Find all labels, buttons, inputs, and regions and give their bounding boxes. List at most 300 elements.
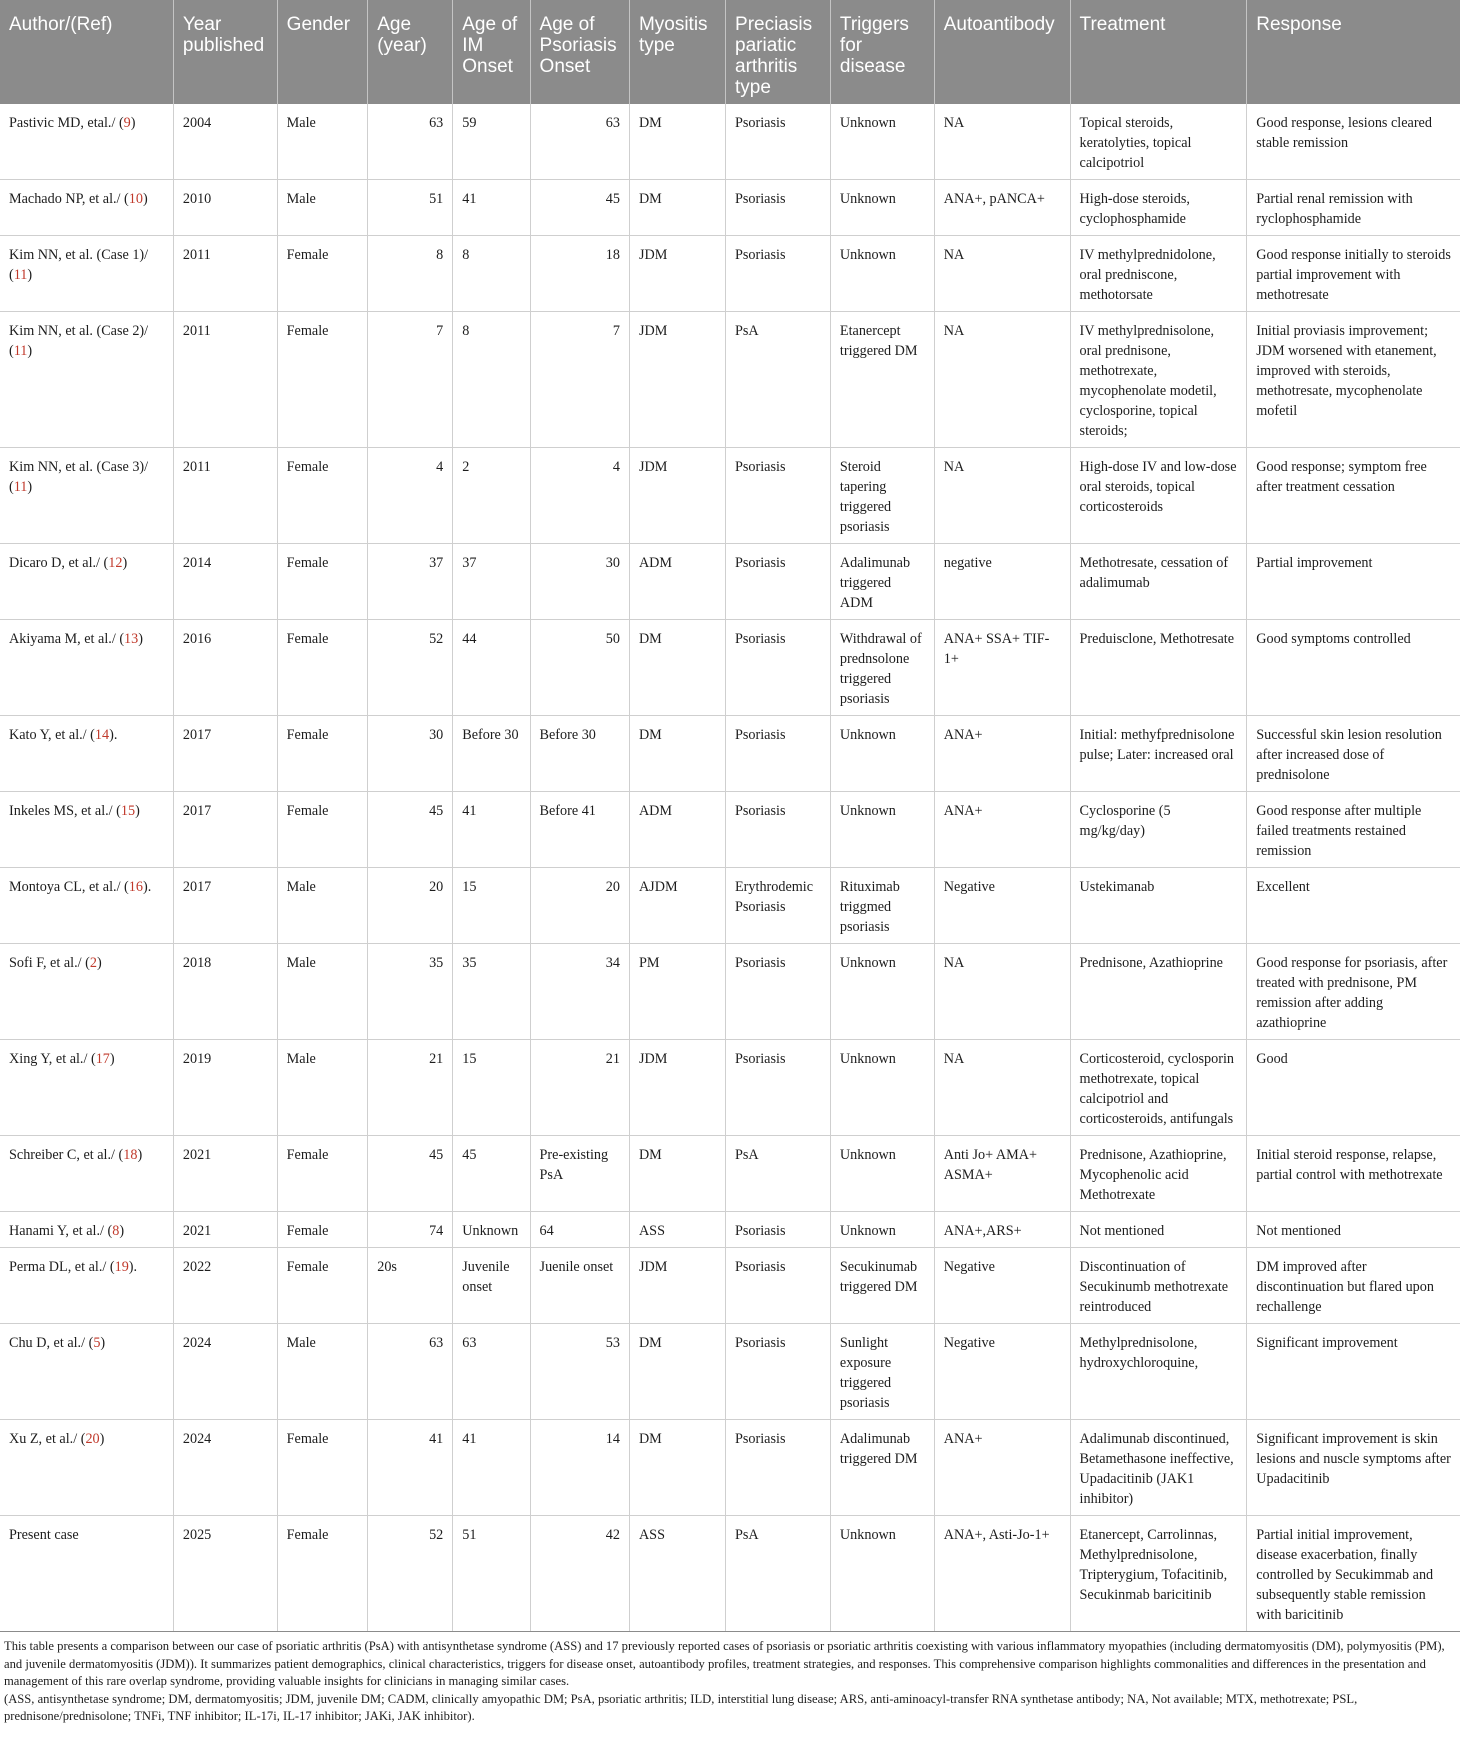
reference-link[interactable]: 18 xyxy=(123,1147,138,1163)
col-header-arthritis-type: Preciasis pariatic arthritis type xyxy=(726,0,831,104)
cell-treatment: High-dose IV and low-dose oral steroids, topical corticosteroids xyxy=(1070,448,1247,544)
cell-arthritis-type: Psoriasis xyxy=(726,1324,831,1420)
cell-age: 45 xyxy=(368,792,453,868)
cell-treatment: Methylprednisolone, hydroxychloroquine, xyxy=(1070,1324,1247,1420)
cell-im-onset: 59 xyxy=(453,104,530,180)
reference-link[interactable]: 13 xyxy=(124,631,139,647)
cell-year: 2017 xyxy=(173,716,277,792)
cell-year: 2022 xyxy=(173,1248,277,1324)
table-footnote xyxy=(0,1632,1460,1726)
cell-psoriasis-onset: 18 xyxy=(530,236,629,312)
cell-author xyxy=(0,1516,173,1632)
author-text: Hanami Y, et al./ ( xyxy=(9,1223,113,1239)
reference-link[interactable]: 11 xyxy=(13,479,28,495)
cell-author xyxy=(0,1248,173,1324)
reference-link[interactable]: 11 xyxy=(13,343,28,359)
cell-response: Excellent xyxy=(1247,868,1460,944)
cell-age: 45 xyxy=(368,1136,453,1212)
cell-treatment: Topical steroids, keratolyties, topical calcipotriol xyxy=(1070,104,1247,180)
cell-year: 2011 xyxy=(173,236,277,312)
table-row xyxy=(0,944,1460,1040)
cell-triggers: Unknown xyxy=(830,236,934,312)
table-row xyxy=(0,792,1460,868)
author-text-end: ) xyxy=(99,1431,105,1447)
cell-age: 4 xyxy=(368,448,453,544)
cell-myositis-type: DM xyxy=(629,104,725,180)
cell-year: 2019 xyxy=(173,1040,277,1136)
cell-autoantibody: ANA+,ARS+ xyxy=(934,1212,1070,1248)
cell-year: 2016 xyxy=(173,620,277,716)
cell-treatment: Etanercept, Carrolinnas, Methylprednisolone, Tripterygium, Tofacitinib, Secukinmab baricitinib xyxy=(1070,1516,1247,1632)
author-text: Chu D, et al./ ( xyxy=(9,1335,94,1351)
cell-treatment: IV methylprednisolone, oral prednisone, methotrexate, mycophenolate modetil, cyclosporine, topical steroids; xyxy=(1070,312,1247,448)
cell-triggers: Steroid tapering triggered psoriasis xyxy=(830,448,934,544)
cell-triggers: Unknown xyxy=(830,1516,934,1632)
cell-response: Good xyxy=(1247,1040,1460,1136)
cell-arthritis-type: Psoriasis xyxy=(726,1040,831,1136)
cell-arthritis-type: Psoriasis xyxy=(726,1212,831,1248)
cell-treatment: Corticosteroid, cyclosporin methotrexate, topical calcipotriol and corticosteroids, antifungals xyxy=(1070,1040,1247,1136)
table-row xyxy=(0,1248,1460,1324)
cell-author xyxy=(0,312,173,448)
cell-treatment: Ustekimanab xyxy=(1070,868,1247,944)
cell-im-onset: 41 xyxy=(453,1420,530,1516)
cell-age: 52 xyxy=(368,620,453,716)
cell-arthritis-type: Erythrodemic Psoriasis xyxy=(726,868,831,944)
cell-myositis-type: JDM xyxy=(629,448,725,544)
cell-response: Good response for psoriasis, after treated with prednisone, PM remission after adding azathioprine xyxy=(1247,944,1460,1040)
cell-autoantibody: NA xyxy=(934,448,1070,544)
reference-link[interactable]: 17 xyxy=(95,1051,110,1067)
table-row xyxy=(0,544,1460,620)
cell-im-onset: 15 xyxy=(453,1040,530,1136)
cell-age: 7 xyxy=(368,312,453,448)
cell-author xyxy=(0,716,173,792)
col-header-psoriasis-onset: Age of Psoriasis Onset xyxy=(530,0,629,104)
cell-gender: Female xyxy=(277,312,368,448)
cell-triggers: Unknown xyxy=(830,1212,934,1248)
cell-arthritis-type: Psoriasis xyxy=(726,944,831,1040)
cell-psoriasis-onset: 50 xyxy=(530,620,629,716)
cell-autoantibody: Anti Jo+ AMA+ ASMA+ xyxy=(934,1136,1070,1212)
cell-im-onset: 8 xyxy=(453,312,530,448)
cell-myositis-type: ADM xyxy=(629,792,725,868)
reference-link[interactable]: 19 xyxy=(114,1259,129,1275)
author-text: Kim NN, et al. (Case 2)/ ( xyxy=(9,323,149,359)
cell-im-onset: 2 xyxy=(453,448,530,544)
cell-myositis-type: DM xyxy=(629,1136,725,1212)
author-text-end: ) xyxy=(96,955,102,971)
table-row xyxy=(0,1136,1460,1212)
cell-age: 30 xyxy=(368,716,453,792)
cell-im-onset: 35 xyxy=(453,944,530,1040)
cell-triggers: Unknown xyxy=(830,792,934,868)
col-header-response: Response xyxy=(1247,0,1460,104)
cell-response: Partial improvement xyxy=(1247,544,1460,620)
cell-gender: Male xyxy=(277,944,368,1040)
cell-autoantibody: ANA+, pANCA+ xyxy=(934,180,1070,236)
cell-psoriasis-onset: 64 xyxy=(530,1212,629,1248)
cell-arthritis-type: Psoriasis xyxy=(726,236,831,312)
cell-year: 2011 xyxy=(173,312,277,448)
reference-link[interactable]: 14 xyxy=(94,727,110,743)
cell-myositis-type: PM xyxy=(629,944,725,1040)
author-text-end: ) xyxy=(27,267,33,283)
cell-autoantibody: ANA+ SSA+ TIF-1+ xyxy=(934,620,1070,716)
cell-age: 35 xyxy=(368,944,453,1040)
cell-author xyxy=(0,1212,173,1248)
cell-triggers: Unknown xyxy=(830,1136,934,1212)
cell-gender: Female xyxy=(277,1212,368,1248)
cell-im-onset: 51 xyxy=(453,1516,530,1632)
cell-response: Partial initial improvement, disease exacerbation, finally controlled by Secukimmab and subsequently stable remission with baricitinib xyxy=(1247,1516,1460,1632)
cell-response: DM improved after discontinuation but flared upon rechallenge xyxy=(1247,1248,1460,1324)
cell-im-onset: 37 xyxy=(453,544,530,620)
cell-gender: Male xyxy=(277,104,368,180)
cell-triggers: Withdrawal of prednsolone triggered psoriasis xyxy=(830,620,934,716)
reference-link[interactable]: 20 xyxy=(85,1431,100,1447)
reference-link[interactable]: 5 xyxy=(93,1335,101,1351)
footnote-abbreviations: (ASS, antisynthetase syndrome; DM, dermatomyositis; JDM, juvenile DM; CADM, clinically amyopathic DM; PsA, psoriatic arthritis; ILD, interstitial lung disease; ARS, anti-aminoacyl-transfer RNA synthetase antibody; NA, Not available; MTX, methotrexate; PSL, prednisone/prednisolone; TNFi, TNF inhibitor; IL-17i, IL-17 inhibitor; JAKi, JAK inhibitor). xyxy=(4,1691,1358,1723)
cell-age: 20s xyxy=(368,1248,453,1324)
cell-treatment: Adalimunab discontinued, Betamethasone ineffective, Upadacitinib (JAK1 inhibitor) xyxy=(1070,1420,1247,1516)
author-text-end: ) xyxy=(27,343,33,359)
cell-response: Partial renal remission with ryclophosphamide xyxy=(1247,180,1460,236)
cell-autoantibody: ANA+ xyxy=(934,716,1070,792)
cell-autoantibody: negative xyxy=(934,544,1070,620)
cell-year: 2024 xyxy=(173,1420,277,1516)
cell-treatment: IV methylprednidolone, oral predniscone, methotorsate xyxy=(1070,236,1247,312)
cell-psoriasis-onset: 7 xyxy=(530,312,629,448)
col-header-age: Age (year) xyxy=(368,0,453,104)
cell-autoantibody: NA xyxy=(934,312,1070,448)
cell-gender: Male xyxy=(277,180,368,236)
cell-treatment: Cyclosporine (5 mg/kg/day) xyxy=(1070,792,1247,868)
cell-triggers: Unknown xyxy=(830,944,934,1040)
reference-link[interactable]: 2 xyxy=(89,955,97,971)
author-text: Montoya CL, et al./ ( xyxy=(9,879,129,895)
cell-im-onset: 41 xyxy=(453,180,530,236)
cell-author xyxy=(0,236,173,312)
cell-year: 2024 xyxy=(173,1324,277,1420)
cell-myositis-type: JDM xyxy=(629,1248,725,1324)
cell-arthritis-type: Psoriasis xyxy=(726,544,831,620)
reference-link[interactable]: 9 xyxy=(123,115,131,131)
cell-im-onset: Unknown xyxy=(453,1212,530,1248)
cell-psoriasis-onset: Before 30 xyxy=(530,716,629,792)
cell-arthritis-type: Psoriasis xyxy=(726,180,831,236)
author-text: Kim NN, et al. (Case 3)/ ( xyxy=(9,459,149,495)
cell-triggers: Unknown xyxy=(830,716,934,792)
cell-response: Initial steroid response, relapse, partial control with methotrexate xyxy=(1247,1136,1460,1212)
cell-gender: Male xyxy=(277,1324,368,1420)
cell-psoriasis-onset: 42 xyxy=(530,1516,629,1632)
cell-gender: Female xyxy=(277,620,368,716)
cell-psoriasis-onset: 4 xyxy=(530,448,629,544)
table-row xyxy=(0,180,1460,236)
cell-myositis-type: ADM xyxy=(629,544,725,620)
cell-age: 63 xyxy=(368,104,453,180)
cell-year: 2018 xyxy=(173,944,277,1040)
cell-autoantibody: Negative xyxy=(934,1324,1070,1420)
cell-author xyxy=(0,544,173,620)
cell-myositis-type: DM xyxy=(629,1420,725,1516)
table-row xyxy=(0,716,1460,792)
header-row xyxy=(0,0,1460,104)
cell-age: 52 xyxy=(368,1516,453,1632)
cell-autoantibody: Negative xyxy=(934,1248,1070,1324)
cell-im-onset: Before 30 xyxy=(453,716,530,792)
cell-psoriasis-onset: 14 xyxy=(530,1420,629,1516)
cell-psoriasis-onset: 45 xyxy=(530,180,629,236)
cell-arthritis-type: Psoriasis xyxy=(726,792,831,868)
col-header-year: Year published xyxy=(173,0,277,104)
cell-autoantibody: ANA+ xyxy=(934,792,1070,868)
cell-gender: Female xyxy=(277,236,368,312)
cell-year: 2014 xyxy=(173,544,277,620)
cell-gender: Female xyxy=(277,1136,368,1212)
table-row xyxy=(0,1212,1460,1248)
cell-im-onset: 41 xyxy=(453,792,530,868)
table-row xyxy=(0,1516,1460,1632)
reference-link[interactable]: 15 xyxy=(120,803,136,819)
cell-triggers: Unknown xyxy=(830,104,934,180)
cell-autoantibody: NA xyxy=(934,944,1070,1040)
author-text: Present case xyxy=(9,1527,79,1543)
author-text-end: ) xyxy=(135,803,140,819)
author-text-end: ) xyxy=(119,1223,125,1239)
col-header-autoantibody: Autoantibody xyxy=(934,0,1070,104)
table-row xyxy=(0,448,1460,544)
col-header-gender: Gender xyxy=(277,0,368,104)
table-row xyxy=(0,620,1460,716)
cell-autoantibody: NA xyxy=(934,104,1070,180)
cell-gender: Female xyxy=(277,1420,368,1516)
author-text-end: ). xyxy=(142,879,152,895)
cell-year: 2017 xyxy=(173,868,277,944)
cell-psoriasis-onset: 21 xyxy=(530,1040,629,1136)
author-text: Machado NP, et al./ ( xyxy=(9,191,129,207)
cell-myositis-type: DM xyxy=(629,716,725,792)
cell-psoriasis-onset: Pre-existing PsA xyxy=(530,1136,629,1212)
cell-gender: Male xyxy=(277,868,368,944)
cell-triggers: Adalimunab triggered DM xyxy=(830,1420,934,1516)
cell-gender: Female xyxy=(277,792,368,868)
cell-gender: Female xyxy=(277,1516,368,1632)
cell-treatment: High-dose steroids, cyclophosphamide xyxy=(1070,180,1247,236)
reference-link[interactable]: 11 xyxy=(13,267,28,283)
cell-author xyxy=(0,180,173,236)
cell-psoriasis-onset: Before 41 xyxy=(530,792,629,868)
cell-response: Significant improvement is skin lesions and nuscle symptoms after Upadacitinib xyxy=(1247,1420,1460,1516)
cell-myositis-type: DM xyxy=(629,1324,725,1420)
cell-psoriasis-onset: 53 xyxy=(530,1324,629,1420)
cell-age: 41 xyxy=(368,1420,453,1516)
cell-year: 2025 xyxy=(173,1516,277,1632)
cell-psoriasis-onset: Juenile onset xyxy=(530,1248,629,1324)
cell-treatment: Prednisone, Azathioprine, Mycophenolic acid Methotrexate xyxy=(1070,1136,1247,1212)
table-row xyxy=(0,1040,1460,1136)
cell-author xyxy=(0,104,173,180)
cell-arthritis-type: Psoriasis xyxy=(726,716,831,792)
author-text: Xing Y, et al./ ( xyxy=(9,1051,96,1067)
cell-author xyxy=(0,1324,173,1420)
col-header-treatment: Treatment xyxy=(1070,0,1247,104)
cell-year: 2021 xyxy=(173,1136,277,1212)
cell-year: 2021 xyxy=(173,1212,277,1248)
cell-gender: Female xyxy=(277,716,368,792)
col-header-author: Author/(Ref) xyxy=(0,0,173,104)
cell-psoriasis-onset: 34 xyxy=(530,944,629,1040)
cell-response: Initial proviasis improvement; JDM worsened with etanement, improved with steroids, methotresate, mycophenolate mofetil xyxy=(1247,312,1460,448)
cell-year: 2010 xyxy=(173,180,277,236)
reference-link[interactable]: 16 xyxy=(128,879,143,895)
table-row xyxy=(0,1420,1460,1516)
author-text-end: ) xyxy=(109,1051,115,1067)
cell-triggers: Rituximab triggmed psoriasis xyxy=(830,868,934,944)
table-row xyxy=(0,236,1460,312)
cell-year: 2017 xyxy=(173,792,277,868)
cell-age: 37 xyxy=(368,544,453,620)
author-text-end: ). xyxy=(128,1259,138,1275)
cell-myositis-type: DM xyxy=(629,180,725,236)
cell-year: 2011 xyxy=(173,448,277,544)
cell-autoantibody: ANA+, Asti-Jo-1+ xyxy=(934,1516,1070,1632)
col-header-triggers: Triggers for disease xyxy=(830,0,934,104)
table-body xyxy=(0,104,1460,1632)
cell-response: Successful skin lesion resolution after increased dose of prednisolone xyxy=(1247,716,1460,792)
cell-autoantibody: ANA+ xyxy=(934,1420,1070,1516)
cell-im-onset: 15 xyxy=(453,868,530,944)
author-text: Pastivic MD, etal./ ( xyxy=(9,115,124,131)
cell-arthritis-type: Psoriasis xyxy=(726,1420,831,1516)
cell-author xyxy=(0,620,173,716)
author-text-end: ) xyxy=(130,115,136,131)
cell-treatment: Not mentioned xyxy=(1070,1212,1247,1248)
author-text: Sofi F, et al./ ( xyxy=(9,955,90,971)
cell-treatment: Initial: methyfprednisolone pulse; Later: increased oral xyxy=(1070,716,1247,792)
cell-treatment: Methotresate, cessation of adalimumab xyxy=(1070,544,1247,620)
cell-response: Significant improvement xyxy=(1247,1324,1460,1420)
footnote-summary: This table presents a comparison between our case of psoriatic arthritis (PsA) with antisynthetase syndrome (ASS) and 17 previously reported cases of psoriasis or psoriatic arthritis coexisting with various inflammatory myopathies (including dermatomyositis (DM), polymyositis (PM), and juvenile dermatomyositis (JDM)). It summarizes patient demographics, clinical characteristics, triggers for disease onset, autoantibody profiles, treatment strategies, and responses. This comprehensive comparison highlights commonalities and differences in the presentation and management of this rare overlap syndrome, providing valuable insights for clinicians in managing similar cases. xyxy=(4,1639,1445,1688)
cell-gender: Male xyxy=(277,1040,368,1136)
author-text: Akiyama M, et al./ ( xyxy=(9,631,125,647)
cell-arthritis-type: Psoriasis xyxy=(726,1248,831,1324)
cell-arthritis-type: Psoriasis xyxy=(726,448,831,544)
cell-autoantibody: NA xyxy=(934,1040,1070,1136)
cell-autoantibody: NA xyxy=(934,236,1070,312)
cell-gender: Female xyxy=(277,544,368,620)
cell-age: 74 xyxy=(368,1212,453,1248)
author-text: Dicaro D, et al./ ( xyxy=(9,555,109,571)
cell-treatment: Preduisclone, Methotresate xyxy=(1070,620,1247,716)
cell-myositis-type: AJDM xyxy=(629,868,725,944)
cell-response: Good response, lesions cleared stable remission xyxy=(1247,104,1460,180)
col-header-im-onset: Age of IM Onset xyxy=(453,0,530,104)
cell-gender: Female xyxy=(277,1248,368,1324)
cell-im-onset: 45 xyxy=(453,1136,530,1212)
table-row xyxy=(0,312,1460,448)
cell-im-onset: 63 xyxy=(453,1324,530,1420)
cell-triggers: Adalimunab triggered ADM xyxy=(830,544,934,620)
cell-age: 51 xyxy=(368,180,453,236)
cell-age: 21 xyxy=(368,1040,453,1136)
cell-arthritis-type: Psoriasis xyxy=(726,620,831,716)
cell-response: Good symptoms controlled xyxy=(1247,620,1460,716)
reference-link[interactable]: 8 xyxy=(112,1223,120,1239)
cell-triggers: Etanercept triggered DM xyxy=(830,312,934,448)
cell-year: 2004 xyxy=(173,104,277,180)
author-text-end: ) xyxy=(142,191,148,207)
author-text-end: ) xyxy=(122,555,128,571)
cell-age: 63 xyxy=(368,1324,453,1420)
cell-arthritis-type: PsA xyxy=(726,312,831,448)
author-text: Perma DL, et al./ ( xyxy=(9,1259,115,1275)
cell-author xyxy=(0,1136,173,1212)
author-text-end: ) xyxy=(137,1147,143,1163)
cell-response: Good response; symptom free after treatment cessation xyxy=(1247,448,1460,544)
author-text-end: ) xyxy=(27,479,33,495)
cell-arthritis-type: PsA xyxy=(726,1516,831,1632)
cell-myositis-type: JDM xyxy=(629,312,725,448)
cell-autoantibody: Negative xyxy=(934,868,1070,944)
author-text-end: ) xyxy=(138,631,143,647)
cell-im-onset: 8 xyxy=(453,236,530,312)
author-text: Kim NN, et al. (Case 1)/ ( xyxy=(9,247,149,283)
cell-response: Good response after multiple failed treatments restained remission xyxy=(1247,792,1460,868)
author-text: Kato Y, et al./ ( xyxy=(9,727,95,743)
cell-author xyxy=(0,448,173,544)
cell-myositis-type: ASS xyxy=(629,1516,725,1632)
author-text-end: ) xyxy=(100,1335,106,1351)
cell-triggers: Unknown xyxy=(830,1040,934,1136)
cell-myositis-type: DM xyxy=(629,620,725,716)
cell-myositis-type: JDM xyxy=(629,1040,725,1136)
reference-link[interactable]: 12 xyxy=(108,555,123,571)
cell-author xyxy=(0,792,173,868)
author-text-end: ). xyxy=(109,727,118,743)
cell-im-onset: 44 xyxy=(453,620,530,716)
cell-myositis-type: ASS xyxy=(629,1212,725,1248)
cell-response: Good response initially to steroids partial improvement with methotresate xyxy=(1247,236,1460,312)
col-header-myositis-type: Myositis type xyxy=(629,0,725,104)
cell-psoriasis-onset: 20 xyxy=(530,868,629,944)
cell-treatment: Prednisone, Azathioprine xyxy=(1070,944,1247,1040)
cell-age: 8 xyxy=(368,236,453,312)
cell-age: 20 xyxy=(368,868,453,944)
author-text: Inkeles MS, et al./ ( xyxy=(9,803,121,819)
cell-psoriasis-onset: 30 xyxy=(530,544,629,620)
table-row xyxy=(0,1324,1460,1420)
cell-psoriasis-onset: 63 xyxy=(530,104,629,180)
author-text: Schreiber C, et al./ ( xyxy=(9,1147,124,1163)
cell-author xyxy=(0,944,173,1040)
cell-author xyxy=(0,868,173,944)
table-row xyxy=(0,868,1460,944)
table-row xyxy=(0,104,1460,180)
cell-author xyxy=(0,1040,173,1136)
cell-arthritis-type: Psoriasis xyxy=(726,104,831,180)
author-text: Xu Z, et al./ ( xyxy=(9,1431,86,1447)
cell-triggers: Sunlight exposure triggered psoriasis xyxy=(830,1324,934,1420)
cell-myositis-type: JDM xyxy=(629,236,725,312)
cell-im-onset: Juvenile onset xyxy=(453,1248,530,1324)
reference-link[interactable]: 10 xyxy=(128,191,143,207)
cell-treatment: Discontinuation of Secukinumb methotrexate reintroduced xyxy=(1070,1248,1247,1324)
cell-gender: Female xyxy=(277,448,368,544)
cell-triggers: Secukinumab triggered DM xyxy=(830,1248,934,1324)
cell-arthritis-type: PsA xyxy=(726,1136,831,1212)
